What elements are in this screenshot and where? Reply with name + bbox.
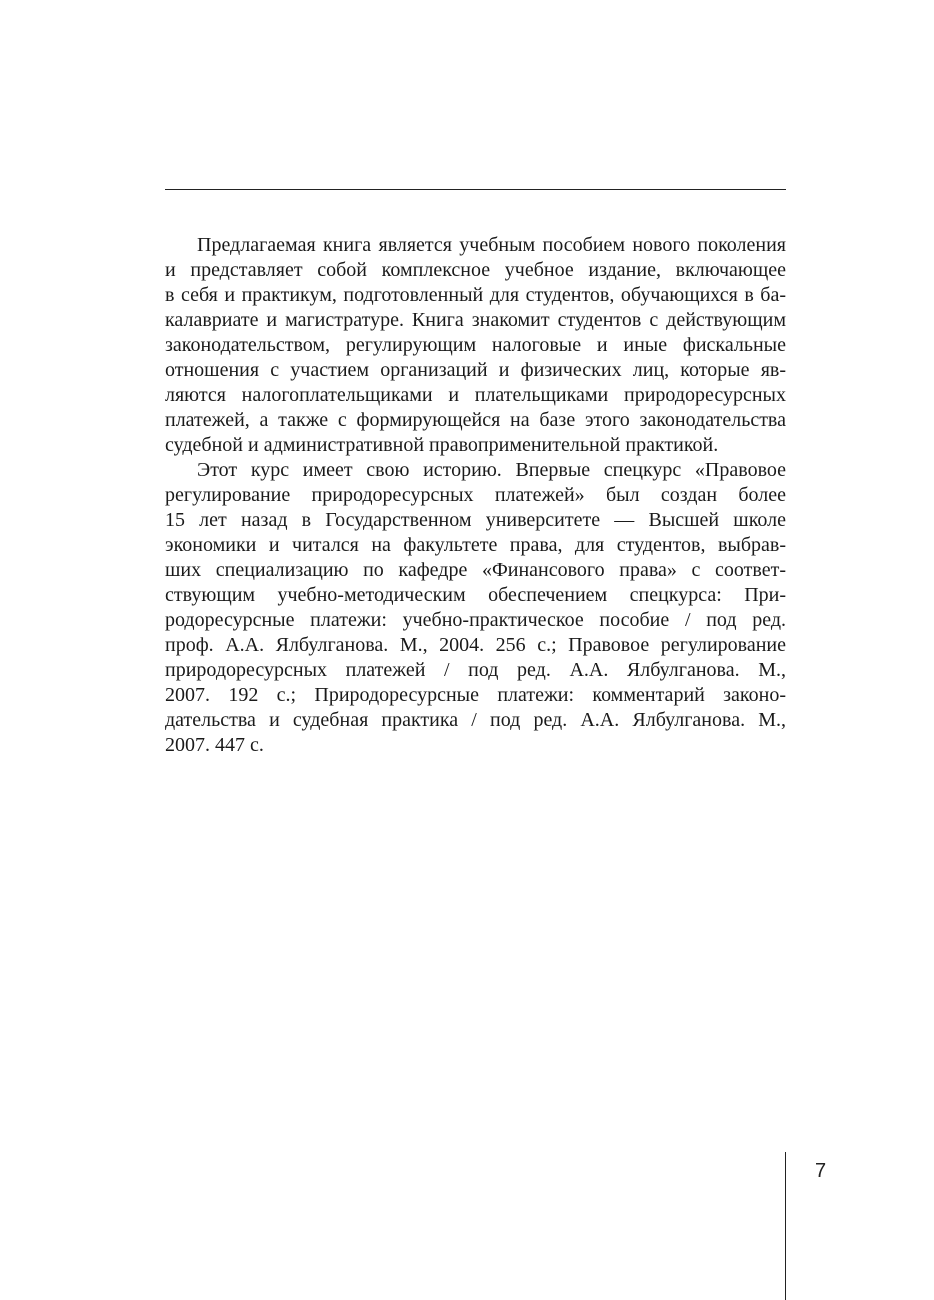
- body-text: [165, 233, 786, 758]
- margin-rule: [785, 1152, 786, 1300]
- header-rule: [165, 189, 786, 190]
- text-line: дательства и судебная практика / под ред. А.А. Ялбулганова. М.,: [165, 709, 786, 731]
- page-number: 7: [815, 1160, 827, 1182]
- text-line: экономики и читался на факультете права, для студентов, выбрав-: [165, 534, 786, 556]
- text-line: природоресурсных платежей / под ред. А.А. Ялбулганова. М.,: [165, 659, 786, 681]
- text-line: и представляет собой комплексное учебное издание, включающее: [165, 259, 786, 281]
- text-line: ствующим учебно-методическим обеспечением спецкурса: При-: [165, 584, 786, 606]
- text-line: калавриате и магистратуре. Книга знакомит студентов с действующим: [165, 309, 786, 331]
- text-line: платежей, а также с формирующейся на базе этого законодательства: [165, 409, 786, 431]
- text-line: отношения с участием организаций и физических лиц, которые яв-: [165, 359, 786, 381]
- paragraph-intro: [165, 233, 786, 458]
- text-line: 15 лет назад в Государственном университете — Высшей школе: [165, 509, 786, 531]
- text-line: Предлагаемая книга является учебным пособием нового поколения: [197, 234, 786, 256]
- text-line: судебной и административной правоприменительной практикой.: [165, 434, 719, 456]
- text-line: законодательством, регулирующим налоговые и иные фискальные: [165, 334, 786, 356]
- text-line: в себя и практикум, подготовленный для студентов, обучающихся в ба-: [165, 284, 786, 306]
- text-line: Этот курс имеет свою историю. Впервые спецкурс «Правовое: [197, 459, 786, 481]
- paragraph-history: [165, 458, 786, 758]
- text-line: 2007. 447 с.: [165, 734, 264, 756]
- text-line: проф. А.А. Ялбулганова. М., 2004. 256 с.; Правовое регулирование: [165, 634, 786, 656]
- text-line: ших специализацию по кафедре «Финансового права» с соответ-: [165, 559, 786, 581]
- text-line: 2007. 192 с.; Природоресурсные платежи: комментарий законо-: [165, 684, 786, 706]
- text-line: регулирование природоресурсных платежей» был создан более: [165, 484, 786, 506]
- text-line: ляются налогоплательщиками и плательщиками природоресурсных: [165, 384, 786, 406]
- text-line: родоресурсные платежи: учебно-практическое пособие / под ред.: [165, 609, 786, 631]
